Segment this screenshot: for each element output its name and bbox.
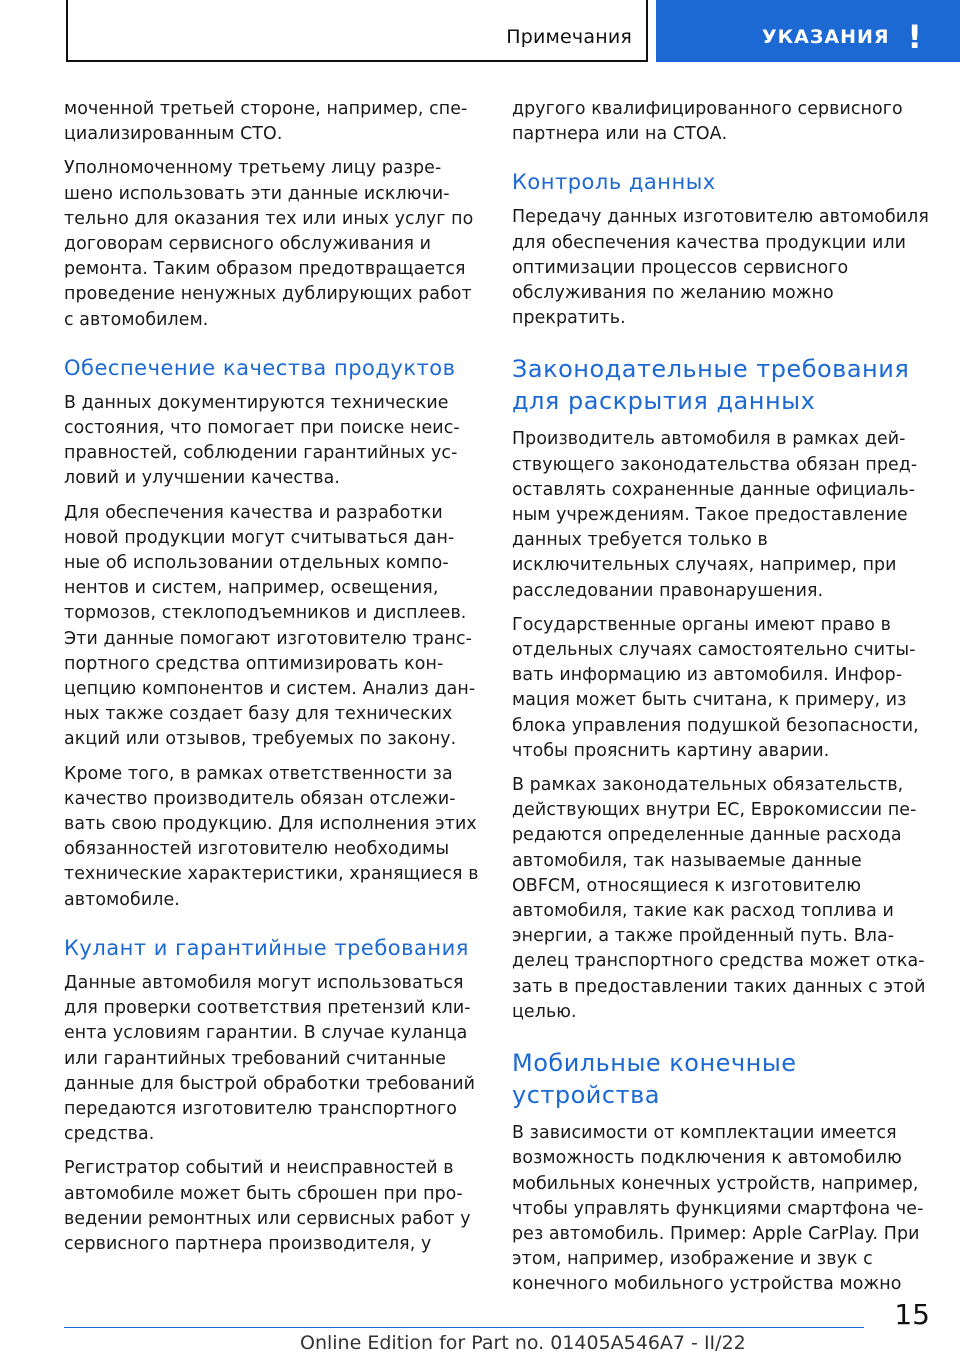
right-paragraph-5: В рамках законодательных обязательств, действующих внутри ЕС, Еврокомиссии передаются определенные данные расхода автомобиля, так называемые данные OBFCM, относящиеся к изготовителю автомобиля, такие как расход топлива и энергии, а также пройденный путь. Владелец транспортного средства может отказать в предоставлении таких данных с этой целью.: [512, 775, 926, 1022]
right-paragraph-3: Производитель автомобиля в рамках действующего законодательства обязан предоставлять сохраненные данные официальным учреждениям. Такое предоставление данных требуется только в исключительных случаях, например, при расследовании правонарушения.: [512, 429, 918, 601]
heading-goodwill-warranty: Кулант и гарантийные требования: [64, 935, 469, 960]
header-warning-label: УКАЗАНИЯ: [762, 26, 890, 48]
heading-legal-requirements: Законодательные требования для раскрытия данных: [512, 355, 910, 416]
heading-mobile-devices: Мобильные конечные устройства: [512, 1049, 797, 1110]
left-paragraph-4: Для обеспечения качества и разработки новой продукции могут считываться данные об использовании отдельных компонентов и систем, например, освещения, тормозов, стеклоподъемников и дисплеев. Эти данные помогают изготовителю транспортного средства оптимизировать концепцию компонентов и систем. Анализ данных также создает базу для технических акций или отзывов, требуемых по закону.: [64, 502, 476, 750]
right-paragraph-6: В зависимости от комплектации имеется возможность подключения к автомобилю мобильных конечных устройств, например, чтобы управлять функциями смартфона через автомобиль. Пример: Apple CarPlay. При этом, например, изображение и звук с конечного мобильного устройства можно: [512, 1123, 924, 1295]
footer-edition-text: Online Edition for Part no. 01405A546A7 - II/22: [300, 1332, 746, 1354]
left-column: [64, 97, 480, 1266]
left-paragraph-1: моченной третьей стороне, например, специализированным СТО.: [64, 99, 468, 145]
left-paragraph-2: Уполномоченному третьему лицу разрешено использовать эти данные исключительно для оказания тех или иных услуг по договорам сервисного обслуживания и ремонта. Таким образом предотвращается проведение ненужных дублирующих работ с автомобилем.: [64, 158, 474, 330]
header-notes-label: Примечания: [506, 26, 632, 48]
right-paragraph-1: другого квалифицированного сервисного партнера или на СТОА.: [512, 99, 903, 145]
header-notes-box: [66, 0, 648, 62]
left-paragraph-7: Регистратор событий и неисправностей в автомобиле может быть сброшен при проведении ремонтных или сервисных работ у сервисного партнера производителя, у: [64, 1158, 471, 1254]
warning-exclamation-icon: !: [907, 18, 922, 56]
left-paragraph-5: Кроме того, в рамках ответственности за качество производитель обязан отслеживать свою продукцию. Для исполнения этих обязанностей изготовителю необходимы технические характеристики, хранящиеся в автомобиле.: [64, 763, 479, 910]
left-paragraph-3: В данных документируются технические состояния, что помогает при поиске неисправностей, соблюдении гарантийных условий и улучшении качества.: [64, 392, 460, 489]
right-paragraph-2: Передачу данных изготовителю автомобиля для обеспечения качества продукции или оптимизации процессов сервисного обслуживания по желанию можно прекратить.: [512, 207, 929, 329]
right-column: [512, 97, 930, 1307]
heading-product-quality: Обеспечение качества продуктов: [64, 355, 456, 380]
page-number: 15: [894, 1298, 930, 1331]
right-paragraph-4: Государственные органы имеют право в отдельных случаях самостоятельно считывать информацию из автомобиля. Информация может быть считана, к примеру, из блока управления подушкой безопасности, чтобы прояснить картину аварии.: [512, 614, 919, 761]
heading-data-control: Контроль данных: [512, 170, 716, 195]
left-paragraph-6: Данные автомобиля могут использоваться для проверки соответствия претензий клиента условиям гарантии. В случае куланца или гарантийных требований считанные данные для быстрой обработки требований передаются изготовителю транспортного средства.: [64, 972, 476, 1145]
footer-divider: [64, 1327, 864, 1328]
